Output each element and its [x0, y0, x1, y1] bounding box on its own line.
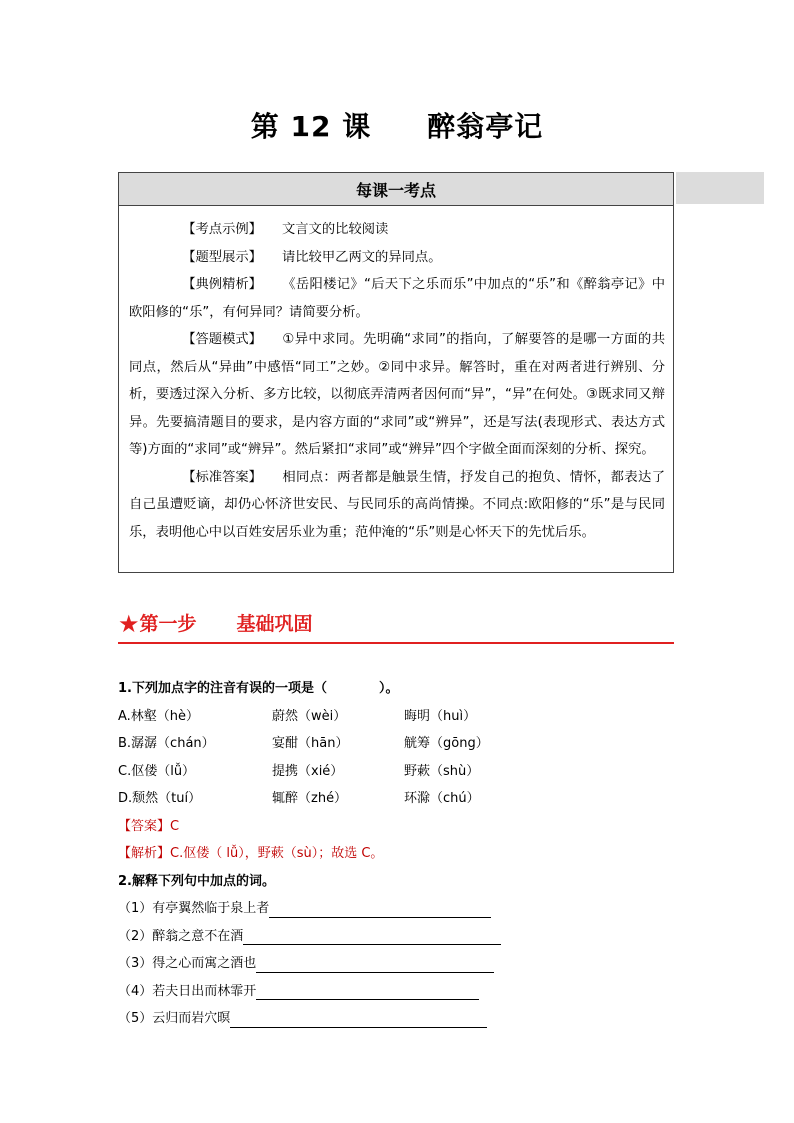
answer-blank-2[interactable] — [243, 924, 501, 945]
item-5-text: （5）云归而岩穴暝 — [118, 1011, 231, 1026]
answer-line — [118, 813, 678, 841]
option-a-3: 晦明（huì） — [404, 708, 477, 724]
item-5 — [118, 1005, 678, 1033]
answer-tag: 【标准答案】 — [182, 469, 262, 485]
item-4-text: （4）若夫日出而林霏开 — [118, 983, 257, 999]
option-b-3: 觥筹（gōng） — [404, 736, 489, 751]
box-header: 每课一考点 — [119, 173, 673, 206]
analysis-text: 《岳阳楼记》“后天下之乐而乐”中加点的“乐”和《醉翁亭记》中欧阳修的“乐”，有何异同？请简要分析。 — [129, 277, 665, 320]
option-d-1: D.颓然（tuí） — [118, 791, 202, 806]
item-2 — [118, 923, 678, 951]
type-tag: 【题型展示】 — [182, 249, 262, 265]
item-2-text: （2）醉翁之意不在酒 — [118, 928, 244, 944]
answer-blank-5[interactable] — [230, 1007, 487, 1028]
star-icon: ★ — [118, 610, 140, 638]
type-text: 请比较甲乙两文的异同点。 — [281, 249, 442, 265]
option-b-2: 宴酣（hān） — [272, 736, 349, 751]
option-row-c — [118, 758, 678, 786]
page-title — [0, 105, 794, 145]
answer-blank-1[interactable] — [269, 897, 491, 918]
header-band-extension — [676, 172, 764, 204]
option-a-1: A.林壑（hè） — [118, 708, 200, 724]
question-2: 2.解释下列句中加点的词。 — [118, 873, 275, 889]
explanation-text: C.伛偻（ lǚ），野蔌（sù）；故选 C。 — [170, 846, 384, 861]
mode-paragraph — [129, 326, 665, 464]
answer-blank-3[interactable] — [256, 952, 494, 973]
option-row-d — [118, 785, 678, 813]
option-a-2: 蔚然（wèi） — [272, 708, 347, 724]
option-c-2: 提携（xié） — [272, 763, 344, 779]
item-1-text: （1）有亭翼然临于泉上者 — [118, 901, 270, 916]
mode-text: ①异中求同。先明确“求同”的指向，了解要答的是哪一方面的共同点，然后从“异曲”中感悟“同工”之妙。②同中求异。解答时，重在对两者进行辨别、分析，要透过深入分析、多方比较，以彻底弄清两者因何而“异”，“异”在何处。③既求同又辩异。先要搞清题目的要求，是内容方面的“求同”或“辨异”，还是写法(表现形式、表达方式等)方面的“求同”或“辨异”。然后紧扣“求同”或“辨异”四个字做全面而深刻的分析、探究。 — [129, 332, 665, 457]
mode-tag: 【答题模式】 — [182, 332, 262, 347]
option-d-2: 辄醉（zhé） — [272, 791, 348, 806]
answer-text: 相同点：两者都是触景生情，抒发自己的抱负、情怀，都表达了自己虽遭贬谪，却仍心怀济世安民、与民同乐的高尚情操。不同点:欧阳修的“乐”是与民同乐，表明他心中以百姓安居乐业为重；范仲淹的“乐”则是心怀天下的先忧后乐。 — [129, 469, 665, 540]
question-1: 1.下列加点字的注音有误的一项是（ ）。 — [118, 681, 399, 696]
box-body — [119, 206, 673, 546]
analysis-tag: 【典例精析】 — [182, 277, 262, 292]
answer-value: C — [170, 818, 180, 834]
item-3-text: （3）得之心而寓之酒也 — [118, 956, 257, 971]
item-3 — [118, 950, 678, 978]
option-d-3: 环滁（chú） — [404, 791, 480, 806]
answer-paragraph — [129, 464, 665, 547]
example-text: 文言文的比较阅读 — [281, 222, 389, 237]
explanation-tag: 【解析】 — [118, 846, 171, 861]
step-name: 基础巩固 — [236, 613, 313, 635]
lesson-name: 醉翁亭记 — [427, 110, 544, 143]
questions — [118, 675, 678, 1033]
explanation-line — [118, 840, 678, 868]
step-heading — [118, 609, 674, 644]
option-row-a — [118, 703, 678, 731]
option-c-1: C.伛偻（lǚ） — [118, 763, 196, 779]
answer-blank-4[interactable] — [256, 979, 479, 1000]
item-4 — [118, 978, 678, 1006]
example-paragraph — [129, 216, 665, 244]
option-c-3: 野蔌（shù） — [404, 763, 480, 779]
analysis-paragraph — [129, 271, 665, 326]
item-1 — [118, 895, 678, 923]
answer-tag: 【答案】 — [118, 818, 171, 834]
option-b-1: B.潺潺（chán） — [118, 736, 215, 751]
key-point-box — [118, 172, 674, 573]
step-label: 第一步 — [139, 613, 197, 635]
type-paragraph — [129, 244, 665, 272]
lesson-number: 第 12 课 — [250, 110, 372, 143]
option-row-b — [118, 730, 678, 758]
example-tag: 【考点示例】 — [182, 222, 262, 237]
